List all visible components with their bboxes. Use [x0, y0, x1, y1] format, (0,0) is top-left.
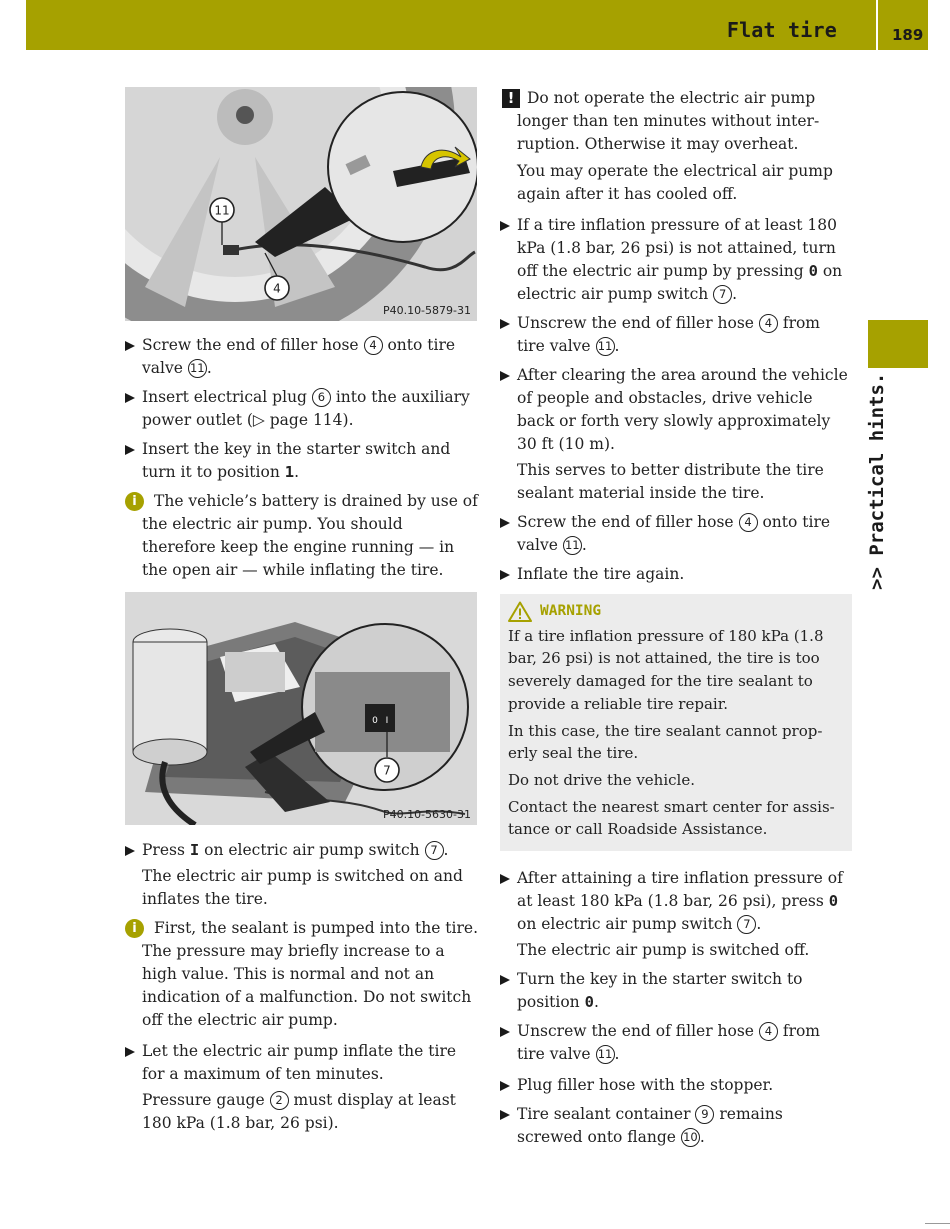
left-column [125, 334, 480, 588]
callout-number: 6 [312, 388, 331, 407]
bullet-triangle-icon [500, 221, 510, 231]
callout-number: 10 [681, 1128, 700, 1147]
right-column [500, 87, 852, 1155]
step-turn-off-pump: If a tire inflation pressure of at least 180 kPa (1.8 bar, 26 psi) is not attained, turn off the electric air pump by pressing 0 on electric air pump switch 7 . [500, 214, 852, 306]
callout-number: 4 [759, 314, 778, 333]
bullet-triangle-icon [500, 518, 510, 528]
switch-label-off: 0 [372, 716, 378, 726]
step-inflate-again: Inflate the tire again. [500, 563, 852, 586]
bullet-triangle-icon [125, 341, 135, 351]
figure-tire-valve-illustration [125, 87, 477, 321]
step-unscrew-filler-hose-final: Unscrew the end of filler hose 4 from tire valve 11 . [500, 1020, 852, 1066]
page-corner-mark [925, 1223, 950, 1224]
info-icon: i [125, 919, 144, 938]
step-insert-key: Insert the key in the starter switch and turn it to position 1. [125, 438, 480, 484]
switch-label-on: I [385, 716, 389, 726]
header-separator [876, 0, 878, 50]
callout-number: 7 [737, 915, 756, 934]
callout-number: 4 [364, 336, 383, 355]
bullet-triangle-icon [500, 874, 510, 884]
page-number: 189 [892, 26, 924, 44]
callout-number: 11 [563, 536, 582, 555]
callout-number: 4 [759, 1022, 778, 1041]
bullet-triangle-icon [125, 393, 135, 403]
callout-number: 2 [270, 1091, 289, 1110]
figure-air-pump [125, 592, 477, 825]
caution-note-overheat: ! Do not operate the electric air pump longer than ten minutes without interruption. Otherwise it may overheat. You may operate the electrical air pump again after it has cooled off. [500, 87, 852, 206]
step-plug-filler-hose: Plug filler hose with the stopper. [500, 1074, 852, 1097]
bullet-triangle-icon [500, 371, 510, 381]
bullet-triangle-icon [125, 1047, 135, 1057]
left-column-lower [125, 839, 480, 1141]
side-tab-marker [868, 320, 928, 368]
warning-triangle-icon [508, 601, 532, 622]
warning-box: WARNING If a tire inflation pressure of 180 kPa (1.8 bar, 26 psi) is not attained, the tire is too severely damaged for the tire sealant to provide a reliable tire repair. In this case, the tire sealant cannot properly seal the tire. Do not drive the vehicle. Contact the nearest smart center for assistance or call Roadside Assistance. [500, 594, 852, 851]
step-screw-filler-hose: Screw the end of filler hose 4 onto tire valve 11 . [125, 334, 480, 380]
figure-code: P40.10-5630-31 [382, 808, 471, 821]
bullet-triangle-icon [125, 445, 135, 455]
figure-air-pump-illustration [125, 592, 477, 825]
callout-number: 11 [188, 359, 207, 378]
callout-number: 7 [713, 285, 732, 304]
step-container-remains: Tire sealant container 9 remains screwed onto flange 10 . [500, 1103, 852, 1149]
step-insert-plug: Insert electrical plug 6 into the auxiliary power outlet (▷ page 114). [125, 386, 480, 432]
bullet-triangle-icon [500, 1027, 510, 1037]
header-bar [26, 0, 928, 50]
callout-number: 11 [596, 337, 615, 356]
info-note-battery: i The vehicle’s battery is drained by use of the electric air pump. You should therefore keep the engine running — in the open air — while inflating the tire. [125, 490, 480, 582]
section-title: Flat tire [726, 18, 837, 42]
step-turn-key: Turn the key in the starter switch to position 0. [500, 968, 852, 1014]
bullet-triangle-icon [500, 1110, 510, 1120]
bullet-triangle-icon [500, 1081, 510, 1091]
step-unscrew-filler-hose: Unscrew the end of filler hose 4 from tire valve 11 . [500, 312, 852, 358]
figure-tire-valve [125, 87, 477, 321]
step-after-attaining-pressure: After attaining a tire inflation pressure of at least 180 kPa (1.8 bar, 26 psi), press 0 on electric air pump switch 7 . The electric air pump is switched off. [500, 867, 852, 962]
exclamation-icon: ! [502, 89, 520, 108]
info-icon: i [125, 492, 144, 511]
callout-number: 7 [425, 841, 444, 860]
figure-callout-4: 4 [273, 281, 281, 296]
figure-code: P40.10-5879-31 [382, 304, 471, 317]
side-chapter-label: >> Practical hints. [866, 372, 888, 590]
callout-number: 9 [695, 1105, 714, 1124]
callout-number: 4 [739, 513, 758, 532]
step-screw-filler-hose-again: Screw the end of filler hose 4 onto tire valve 11 . [500, 511, 852, 557]
bullet-triangle-icon [500, 975, 510, 985]
step-inflate-tire: Let the electric air pump inflate the tire for a maximum of ten minutes. Pressure gauge 2 must display at least 180 kPa (1.8 bar, 26 psi). [125, 1040, 480, 1135]
bullet-triangle-icon [500, 570, 510, 580]
step-press-switch-on: Press I on electric air pump switch 7 . The electric air pump is switched on and inflates the tire. [125, 839, 480, 911]
step-drive-vehicle: After clearing the area around the vehicle of people and obstacles, drive vehicle back or forth very slowly approximately 30 ft (10 m). This serves to better distribute the tire sealant material inside the tire. [500, 364, 852, 505]
info-note-sealant: i First, the sealant is pumped into the tire. The pressure may briefly increase to a high value. This is normal and not an indication of a malfunction. Do not switch off the electric air pump. [125, 917, 480, 1032]
figure-callout-7: 7 [383, 763, 391, 778]
warning-heading: WARNING [508, 600, 844, 623]
bullet-triangle-icon [500, 319, 510, 329]
callout-number: 11 [596, 1045, 615, 1064]
bullet-triangle-icon [125, 846, 135, 856]
figure-callout-11: 11 [214, 203, 230, 218]
